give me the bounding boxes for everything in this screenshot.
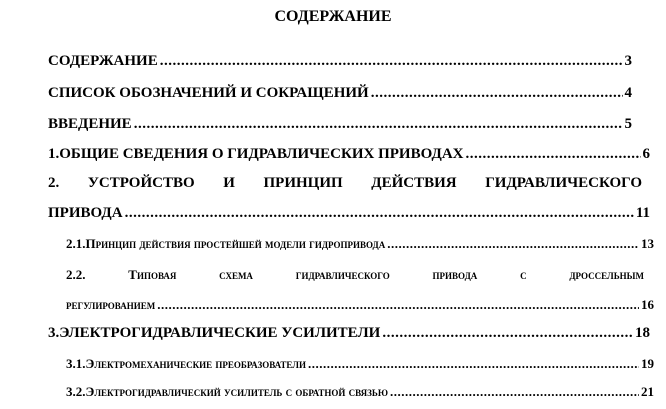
toc-entry-continuation[interactable] bbox=[48, 205, 650, 222]
toc-page-number: 16 bbox=[641, 297, 654, 312]
toc-entry-text: Электрогидравлический усилитель с обратной связью bbox=[85, 384, 389, 399]
toc-entry[interactable] bbox=[48, 325, 650, 342]
toc-page-number: 21 bbox=[641, 384, 654, 399]
toc-entry[interactable] bbox=[48, 146, 650, 163]
toc-entry-word: дроссельным bbox=[569, 267, 644, 282]
toc-leader-dots bbox=[390, 384, 639, 400]
toc-leader-dots bbox=[308, 356, 639, 372]
toc-entry[interactable] bbox=[66, 384, 654, 400]
toc-entry-word: ПРИНЦИП bbox=[263, 175, 343, 191]
toc-page-number: 4 bbox=[624, 85, 632, 101]
toc-page-number: 6 bbox=[642, 146, 650, 162]
toc-leader-dots bbox=[466, 146, 641, 163]
toc-entry-text: ПРИВОДА bbox=[48, 205, 123, 221]
toc-entry-text: регулированием bbox=[66, 297, 156, 312]
toc-leader-dots bbox=[157, 297, 639, 313]
toc-page-number: 11 bbox=[635, 205, 650, 221]
toc-entry-word: гидравлического bbox=[295, 267, 390, 282]
toc-entry-word: И bbox=[223, 175, 235, 191]
toc-entry-word: ГИДРАВЛИЧЕСКОГО bbox=[485, 175, 642, 191]
toc-title: СОДЕРЖАНИЕ bbox=[274, 8, 392, 25]
toc-leader-dots bbox=[382, 325, 633, 342]
toc-entry-word: с bbox=[520, 267, 527, 282]
toc-entry[interactable] bbox=[48, 85, 632, 102]
toc-entry-first-line[interactable] bbox=[48, 175, 642, 192]
toc-entry-text: СПИСОК ОБОЗНАЧЕНИЙ И СОКРАЩЕНИЙ bbox=[48, 85, 369, 101]
toc-entry-word: ДЕЙСТВИЯ bbox=[371, 175, 457, 191]
toc-entry-word: Типовая bbox=[128, 267, 177, 282]
toc-entry-number: 3.2. bbox=[66, 384, 86, 399]
toc-entry-continuation[interactable] bbox=[66, 297, 654, 313]
toc-entry-word: привода bbox=[432, 267, 478, 282]
toc-entry-text: Электромеханические преобразователи bbox=[85, 356, 306, 371]
toc-entry-text: Принцип действия простейшей модели гидропривода bbox=[85, 236, 386, 251]
toc-entry-text: ОБЩИЕ СВЕДЕНИЯ О ГИДРАВЛИЧЕСКИХ ПРИВОДАХ bbox=[59, 146, 464, 162]
toc-page-number: 13 bbox=[641, 236, 654, 251]
toc-leader-dots bbox=[371, 85, 623, 102]
toc-leader-dots bbox=[125, 205, 634, 222]
toc-entry-text: ВВЕДЕНИЕ bbox=[48, 116, 132, 132]
toc-page-number: 18 bbox=[635, 325, 650, 341]
toc-entry-number: 2. bbox=[48, 175, 60, 191]
toc-leader-dots bbox=[160, 53, 623, 70]
toc-page-number: 19 bbox=[641, 356, 654, 371]
toc-entry-word: схема bbox=[219, 267, 253, 282]
toc-entry-number: 1. bbox=[48, 146, 60, 162]
toc-entry[interactable] bbox=[48, 53, 632, 70]
toc-entry-text: СОДЕРЖАНИЕ bbox=[48, 53, 158, 69]
toc-entry-number: 3.1. bbox=[66, 356, 86, 371]
toc-entry-first-line[interactable] bbox=[66, 267, 644, 283]
toc-entry[interactable] bbox=[66, 236, 654, 252]
toc-entry-number: 3. bbox=[48, 325, 60, 341]
toc-leader-dots bbox=[134, 116, 623, 133]
toc-entry[interactable] bbox=[66, 356, 654, 372]
toc-leader-dots bbox=[387, 236, 639, 252]
toc-page-number: 5 bbox=[624, 116, 632, 132]
toc-entry-text: ЭЛЕКТРОГИДРАВЛИЧЕСКИЕ УСИЛИТЕЛИ bbox=[59, 325, 381, 341]
toc-entry-number: 2.2. bbox=[66, 267, 86, 282]
toc-entry-word: УСТРОЙСТВО bbox=[87, 175, 195, 191]
toc-entry-number: 2.1. bbox=[66, 236, 86, 251]
toc-page-number: 3 bbox=[624, 53, 632, 69]
toc-entry[interactable] bbox=[48, 116, 632, 133]
